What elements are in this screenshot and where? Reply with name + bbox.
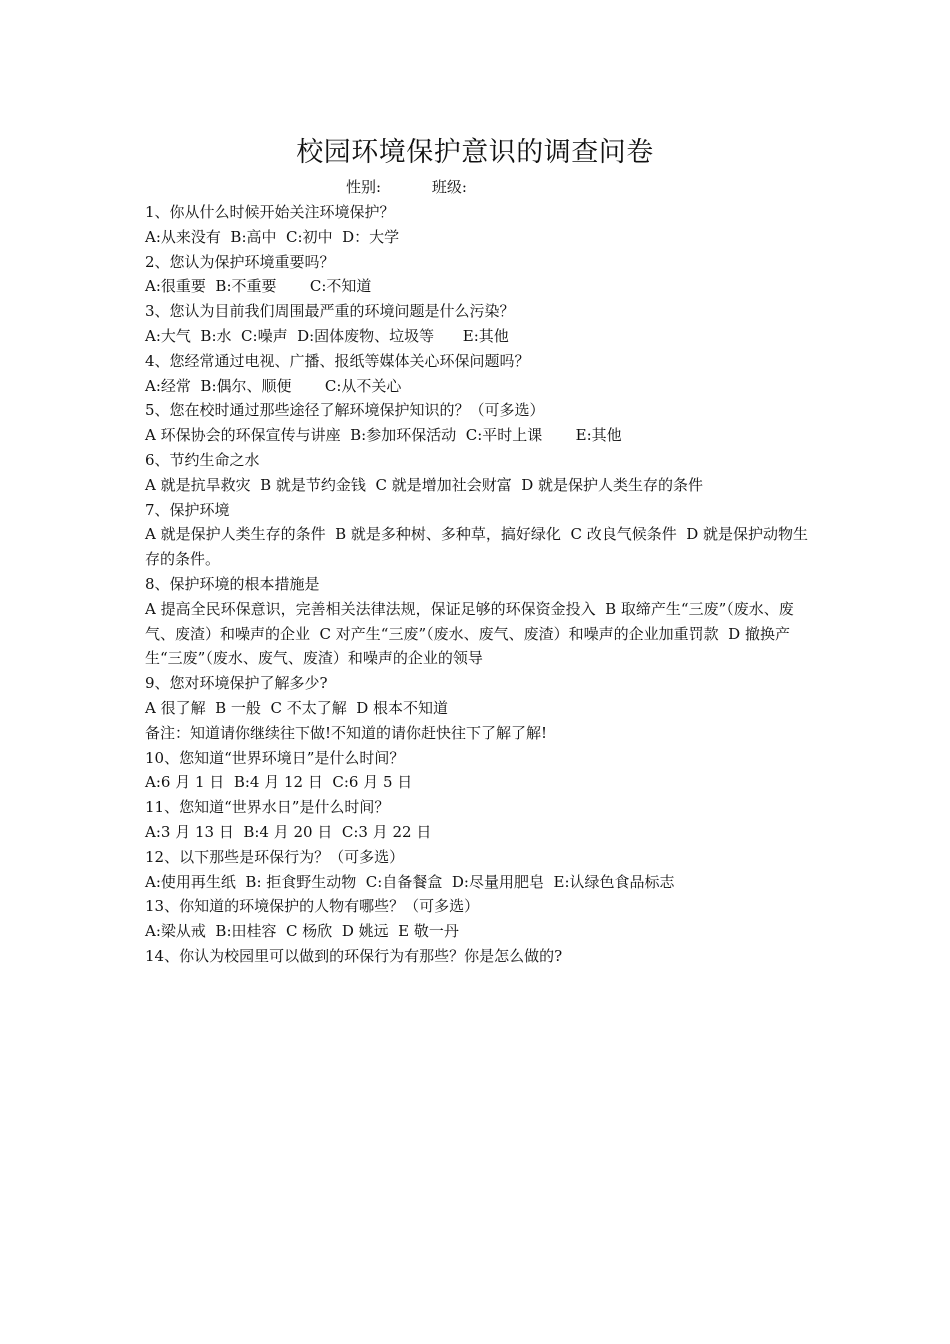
question-14: 14、你认为校园里可以做到的环保行为有那些？你是怎么做的?	[145, 946, 563, 965]
options-1: A:从来没有 B:高中 C:初中 D：大学	[145, 227, 400, 246]
question-4: 4、您经常通过电视、广播、报纸等媒体关心环保问题吗？	[145, 351, 530, 370]
options-10: A:6 月 1 日 B:4 月 12 日 C:6 月 5 日	[145, 773, 413, 792]
question-7: 7、保护环境	[145, 500, 230, 519]
options-11: A:3 月 13 日 B:4 月 20 日 C:3 月 22 日	[145, 822, 432, 841]
question-8: 8、保护环境的根本措施是	[145, 574, 320, 593]
options-12: A:使用再生纸 B: 拒食野生动物 C:自备餐盒 D:尽量用肥皂 E:认绿色食品标志	[145, 872, 675, 891]
options-8: A 提高全民环保意识，完善相关法律法规，保证足够的环保资金投入 B 取缔产生“三废”（废水、废气、废渣）和噪声的企业 C 对产生“三废”（废水、废气、废渣）和噪声的企业加重罚款 D 撤换产生“三废”（废水、废气、废渣）和噪声的企业的领导	[145, 599, 794, 668]
class-label: 班级:	[431, 178, 467, 196]
options-2: A:很重要 B:不重要 C:不知道	[145, 277, 372, 296]
question-9: 9、您对环境保护了解多少?	[145, 674, 328, 693]
options-6: A 就是抗旱救灾 B 就是节约金钱 C 就是增加社会财富 D 就是保护人类生存的条件	[145, 475, 704, 494]
question-12: 12、以下那些是环保行为？（可多选）	[145, 847, 405, 866]
gender-label: 性别:	[346, 178, 382, 196]
respondent-info-line	[346, 176, 467, 198]
options-4: A:经常 B:偶尔、顺便 C:从不关心	[145, 376, 402, 395]
question-10: 10、您知道“世界环境日”是什么时间？	[145, 748, 405, 767]
document-title: 校园环境保护意识的调查问卷	[296, 137, 654, 168]
question-2: 2、您认为保护环境重要吗？	[145, 252, 335, 271]
questionnaire-body	[145, 200, 815, 969]
question-6: 6、节约生命之水	[145, 450, 260, 469]
options-7: A 就是保护人类生存的条件 B 就是多种树、多种草，搞好绿化 C 改良气候条件 D 就是保护动物生存的条件。	[145, 525, 809, 569]
note: 备注：知道请你继续往下做!不知道的请你赶快往下了解了解!	[145, 723, 548, 742]
question-5: 5、您在校时通过那些途径了解环境保护知识的？（可多选）	[145, 401, 545, 420]
options-5: A 环保协会的环保宣传与讲座 B:参加环保活动 C:平时上课 E:其他	[145, 426, 622, 445]
options-3: A:大气 B:水 C:噪声 D:固体废物、垃圾等 E:其他	[145, 326, 509, 345]
question-1: 1、你从什么时候开始关注环境保护？	[145, 203, 395, 221]
question-3: 3、您认为目前我们周围最严重的环境问题是什么污染？	[145, 302, 515, 321]
question-13: 13、你知道的环境保护的人物有哪些？（可多选）	[145, 897, 480, 916]
options-9: A 很了解 B 一般 C 不太了解 D 根本不知道	[145, 698, 449, 717]
question-11: 11、您知道“世界水日”是什么时间？	[145, 798, 390, 817]
options-13: A:梁从戒 B:田桂容 C 杨欣 D 姚远 E 敬一丹	[145, 922, 459, 941]
